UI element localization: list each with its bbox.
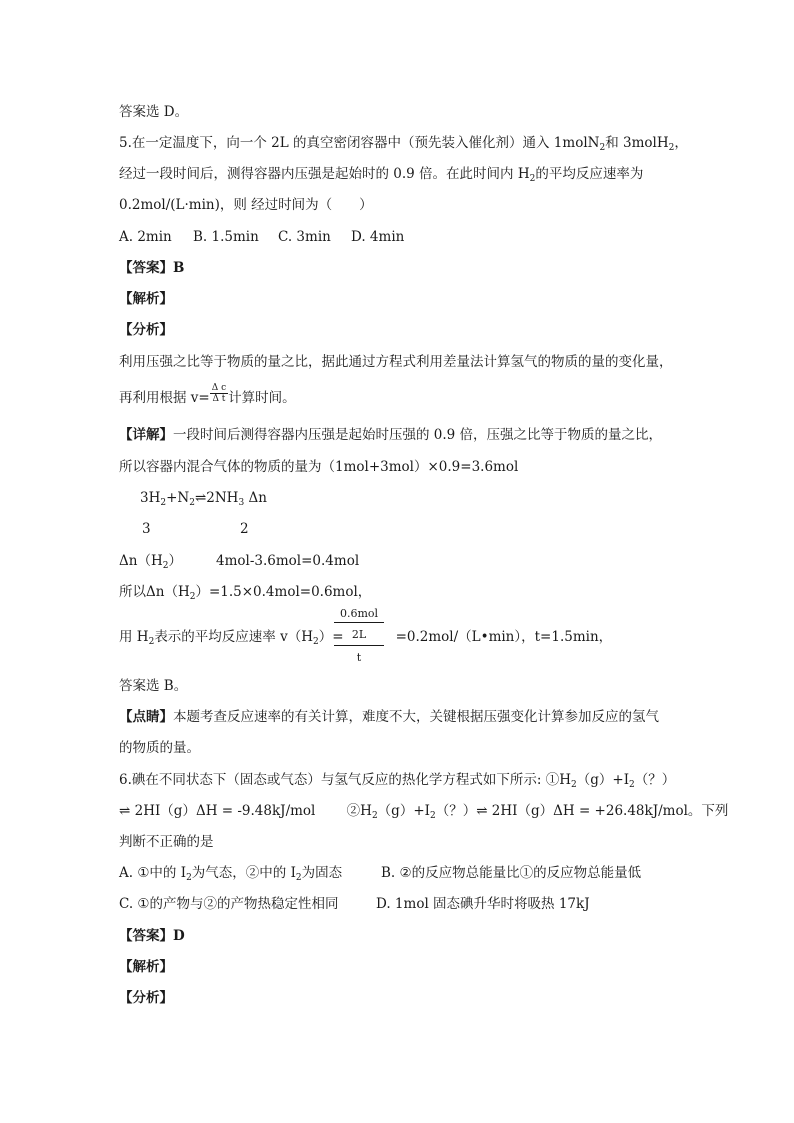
- q6-jiexi-heading: 【解析】: [119, 959, 173, 975]
- q6-option-b: B. ②的反应物总能量比①的反应物总能量低: [381, 865, 642, 881]
- q5-stem-line2: 经过一段时间后，测得容器内压强是起始时的 0.9 倍。在此时间内 $H_2$的平均反应速率为: [119, 166, 644, 184]
- q5-answer: 【答案】B: [119, 260, 185, 276]
- q5-stem-line3: 0.2mol/(L·min)，则 经过时间为（ ）: [119, 197, 373, 213]
- detail-line1: 【详解】一段时间后测得容器内压强是起始时压强的 0.9 倍，压强之比等于物质的量之比，: [119, 427, 663, 443]
- detail-line2: 所以容器内混合气体的物质的量为（1mol+3mol）×0.9=3.6mol: [119, 459, 519, 475]
- rate-fraction: $\frac{\text{Δ c}}{\text{Δ t}}$: [211, 383, 227, 404]
- q6-stem-line3: 判断不正确的是: [119, 834, 214, 850]
- rate-bar-top: [334, 622, 384, 623]
- q6-option-d: D. 1mol 固态碘升华时将吸热 17kJ: [376, 896, 590, 912]
- analysis-line2: 再利用根据 v= $\frac{\text{Δ c}}{\text{Δ t}}$ 计算时间。: [119, 383, 296, 406]
- rate-numerator: 0.6mol: [339, 607, 379, 620]
- rate-denominator: t: [356, 651, 362, 664]
- rate-bar-main: [334, 645, 384, 646]
- rate-mid: 2L: [351, 628, 367, 641]
- q5-option-d: D. 4min: [351, 229, 405, 245]
- coefficient-3: 3: [142, 521, 151, 537]
- reaction-equation: $3H_2+N_2\rightleftharpoons 2NH_3$ Δn: [140, 490, 267, 508]
- answer-b-line: 答案选 B。: [119, 678, 188, 694]
- q5-jiexi-heading: 【解析】: [119, 291, 173, 307]
- so-line: 所以$\Delta n(H_2)=1.5\times 0.4mol=0.6mol$，: [119, 584, 372, 602]
- coefficient-2: 2: [240, 521, 249, 537]
- q6-answer: 【答案】D: [119, 928, 185, 944]
- q6-stem-line2: ⇌ 2HI（g）ΔH = -9.48kJ/mol $②H_2(g)+I_2$（？）⇌ 2HI（g）ΔH = +26.48kJ/mol。下列: [119, 803, 729, 821]
- q5-option-a: A. 2min: [119, 229, 172, 245]
- q5-option-c: C. 3min: [278, 229, 331, 245]
- q6-stem-line1: 6.碘在不同状态下（固态或气态）与氢气反应的热化学方程式如下所示: $①H_2(g)+I_2$（？）: [119, 772, 676, 790]
- analysis-line1: 利用压强之比等于物质的量之比，据此通过方程式利用差量法计算氢气的物质的量的变化量，: [119, 354, 673, 370]
- q6-fenxi-heading: 【分析】: [119, 990, 173, 1006]
- delta-n-line: $\Delta n(H_2)$ 4mol-3.6mol=0.4mol: [119, 553, 360, 571]
- rate-line: 用 $H_2$表示的平均反应速率 $v(H_2)=$ =0.2mol/（L•min），t=1.5min，: [119, 629, 613, 647]
- dianjing-line1: 【点睛】本题考查反应速率的有关计算，难度不大，关键根据压强变化计算参加反应的氢气: [119, 709, 659, 725]
- dianjing-line2: 的物质的量。: [119, 740, 200, 756]
- q6-option-c: C. ①的产物与②的产物热稳定性相同: [119, 896, 339, 912]
- q6-option-a: A. ①中的 $I_2$为气态，②中的 $I_2$为固态: [119, 865, 343, 883]
- q5-option-b: B. 1.5min: [193, 229, 259, 245]
- q5-stem-line1: 5.在一定温度下，向一个 2L 的真空密闭容器中（预先装入催化剂）通入 1molN$_2$和 3molH$_2$，: [119, 135, 688, 153]
- q5-fenxi-heading: 【分析】: [119, 322, 173, 338]
- answer-d-line: 答案选 D。: [119, 104, 189, 120]
